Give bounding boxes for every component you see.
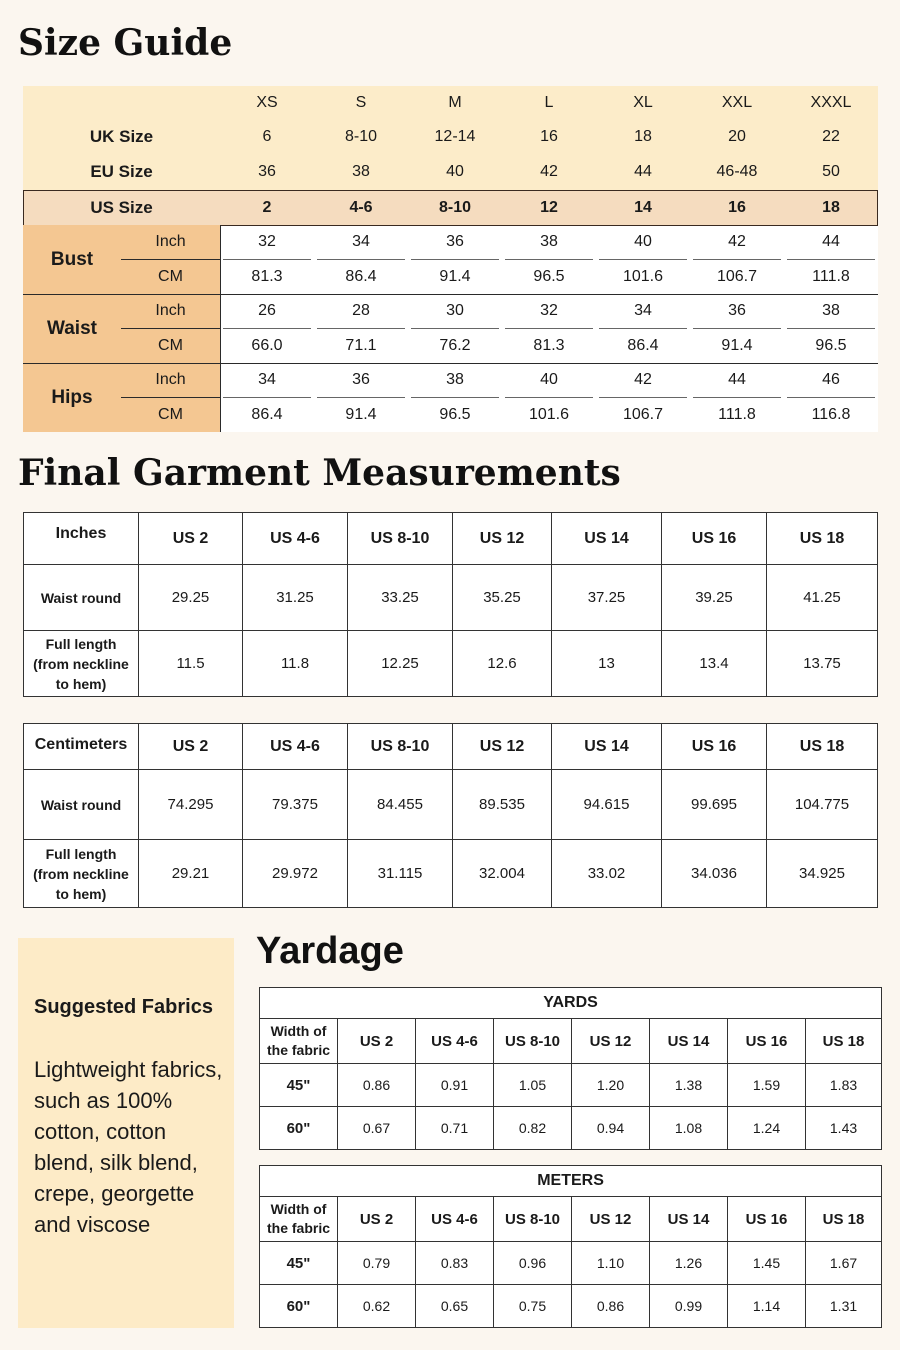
cm-value: 86.4 [251, 406, 283, 423]
measurement-value: 11.8 [243, 631, 348, 697]
cm-value: 101.6 [528, 406, 570, 423]
measurement-value: 33.02 [552, 840, 662, 908]
measurement-value: 104.775 [767, 770, 878, 840]
garment-table-inches [23, 512, 878, 697]
measurement-value: 33.25 [348, 565, 453, 631]
cm-value: 71.1 [345, 337, 377, 354]
yardage-value: 0.67 [338, 1107, 416, 1150]
yardage-value: 0.83 [416, 1242, 494, 1285]
unit-inch-label: Inch [155, 302, 186, 319]
yardage-value: 0.79 [338, 1242, 416, 1285]
yardage-value: 1.14 [728, 1285, 806, 1328]
measurement-value: 34.036 [662, 840, 767, 908]
uk-size-value: 6 [262, 128, 272, 145]
value-row-divider [317, 259, 405, 260]
cm-value: 86.4 [627, 337, 659, 354]
measurement-label: Waist round [24, 565, 139, 631]
us-size-value: 12 [540, 199, 558, 216]
label-column-divider [220, 225, 221, 432]
yardage-value: 0.99 [650, 1285, 728, 1328]
unit-header: Centimeters [24, 724, 139, 770]
inch-value: 38 [822, 302, 840, 319]
size-column-header: US 2 [338, 1197, 416, 1242]
measurement-value: 37.25 [552, 565, 662, 631]
uk-size-value: 16 [540, 128, 558, 145]
value-row-divider [317, 328, 405, 329]
cm-value: 86.4 [345, 268, 377, 285]
eu-size-value: 36 [258, 163, 276, 180]
yardage-value: 1.83 [806, 1064, 882, 1107]
size-column-header: US 14 [552, 513, 662, 565]
size-column-header: US 16 [662, 513, 767, 565]
inch-value: 38 [446, 371, 464, 388]
fabric-width-label: 45" [260, 1242, 338, 1285]
size-letter: XXL [721, 94, 753, 111]
measurement-value: 84.455 [348, 770, 453, 840]
us-size-value: 18 [822, 199, 840, 216]
yardage-value: 0.91 [416, 1064, 494, 1107]
uk-size-value: 20 [728, 128, 746, 145]
us-size-label: US Size [90, 198, 153, 217]
yardage-value: 1.59 [728, 1064, 806, 1107]
measurement-value: 99.695 [662, 770, 767, 840]
size-column-header: US 2 [338, 1019, 416, 1064]
measurement-value: 32.004 [453, 840, 552, 908]
measurement-value: 29.972 [243, 840, 348, 908]
size-column-header: US 2 [139, 513, 243, 565]
inch-value: 42 [634, 371, 652, 388]
us-size-value: 8-10 [438, 199, 472, 216]
size-column-header: US 2 [139, 724, 243, 770]
eu-size-label: EU Size [90, 162, 153, 181]
measurement-value: 89.535 [453, 770, 552, 840]
us-size-value: 14 [634, 199, 652, 216]
uk-size-value: 18 [634, 128, 652, 145]
size-column-header: US 12 [453, 724, 552, 770]
inch-value: 42 [728, 233, 746, 250]
inch-value: 40 [540, 371, 558, 388]
inch-value: 34 [258, 371, 276, 388]
cm-value: 101.6 [622, 268, 664, 285]
measure-label: Bust [50, 248, 94, 270]
measurement-value: 31.115 [348, 840, 453, 908]
yardage-value: 1.67 [806, 1242, 882, 1285]
inch-value: 26 [258, 302, 276, 319]
suggested-fabrics-box [18, 938, 234, 1328]
size-column-header: US 18 [767, 724, 878, 770]
cm-value: 66.0 [251, 337, 283, 354]
unit-inch-label: Inch [155, 233, 186, 250]
size-guide-title: Size Guide [18, 22, 233, 64]
size-letter: S [355, 94, 367, 111]
unit-header: Inches [24, 513, 139, 565]
inch-value: 44 [822, 233, 840, 250]
unit-inch-label: Inch [155, 371, 186, 388]
unit-cm-label: CM [158, 337, 183, 354]
unit-separator [121, 328, 220, 329]
cm-value: 106.7 [622, 406, 664, 423]
unit-separator [121, 259, 220, 260]
cm-value: 111.8 [812, 268, 850, 285]
yardage-value: 0.86 [572, 1285, 650, 1328]
size-column-header: US 18 [806, 1019, 882, 1064]
yardage-value: 0.71 [416, 1107, 494, 1150]
value-row-divider [505, 397, 593, 398]
measurement-value: 29.25 [139, 565, 243, 631]
eu-size-value: 44 [634, 163, 652, 180]
measurement-value: 13.75 [767, 631, 878, 697]
cm-value: 91.4 [721, 337, 753, 354]
eu-size-value: 38 [352, 163, 370, 180]
measurement-value: 11.5 [139, 631, 243, 697]
uk-size-value: 8-10 [344, 128, 378, 145]
cm-value: 96.5 [815, 337, 847, 354]
value-row-divider [693, 259, 781, 260]
measurement-value: 13.4 [662, 631, 767, 697]
inch-value: 28 [352, 302, 370, 319]
yardage-value: 0.65 [416, 1285, 494, 1328]
group-divider [23, 363, 878, 364]
measurement-value: 39.25 [662, 565, 767, 631]
size-column-header: US 14 [552, 724, 662, 770]
fabric-width-label: 60" [260, 1107, 338, 1150]
measurement-label: Full length (from neckline to hem) [24, 631, 139, 697]
value-row-divider [505, 259, 593, 260]
fabric-width-label: 45" [260, 1064, 338, 1107]
uk-size-value: 12-14 [434, 128, 476, 145]
uk-size-label: UK Size [89, 127, 154, 146]
yardage-unit-caption: METERS [260, 1166, 882, 1197]
yardage-value: 0.96 [494, 1242, 572, 1285]
inch-value: 32 [540, 302, 558, 319]
value-row-divider [223, 328, 311, 329]
yardage-value: 1.05 [494, 1064, 572, 1107]
inch-value: 34 [634, 302, 652, 319]
yardage-value: 1.43 [806, 1107, 882, 1150]
eu-size-value: 42 [540, 163, 558, 180]
cm-value: 96.5 [439, 406, 471, 423]
size-letter: M [448, 94, 462, 111]
inch-value: 46 [822, 371, 840, 388]
size-column-header: US 8-10 [348, 724, 453, 770]
size-column-header: US 18 [767, 513, 878, 565]
inch-value: 36 [352, 371, 370, 388]
cm-value: 111.8 [718, 406, 756, 423]
measurement-label: Waist round [24, 770, 139, 840]
inch-value: 36 [446, 233, 464, 250]
unit-cm-label: CM [158, 268, 183, 285]
unit-cm-label: CM [158, 406, 183, 423]
yardage-table-meters [259, 1165, 882, 1328]
inch-value: 34 [352, 233, 370, 250]
yardage-value: 1.26 [650, 1242, 728, 1285]
cm-value: 76.2 [439, 337, 471, 354]
measurement-value: 12.25 [348, 631, 453, 697]
size-column-header: US 16 [662, 724, 767, 770]
width-of-fabric-label: Width of the fabric [260, 1197, 338, 1242]
size-letter: L [544, 94, 554, 111]
value-row-divider [411, 397, 499, 398]
yardage-value: 0.62 [338, 1285, 416, 1328]
eu-size-value: 40 [446, 163, 464, 180]
yardage-value: 0.94 [572, 1107, 650, 1150]
measurement-value: 35.25 [453, 565, 552, 631]
garment-measurements-title: Final Garment Measurements [18, 452, 621, 494]
inch-value: 36 [728, 302, 746, 319]
value-row-divider [787, 397, 875, 398]
yardage-value: 1.10 [572, 1242, 650, 1285]
inch-value: 32 [258, 233, 276, 250]
yardage-value: 1.45 [728, 1242, 806, 1285]
cm-value: 91.4 [439, 268, 471, 285]
size-letter: XXXL [810, 94, 852, 111]
size-column-header: US 12 [453, 513, 552, 565]
group-divider [23, 294, 878, 295]
value-row-divider [223, 397, 311, 398]
size-column-header: US 18 [806, 1197, 882, 1242]
yardage-unit-caption: YARDS [260, 988, 882, 1019]
yardage-value: 1.31 [806, 1285, 882, 1328]
size-letter: XS [256, 94, 278, 111]
yardage-value: 1.38 [650, 1064, 728, 1107]
size-column-header: US 8-10 [494, 1019, 572, 1064]
fabric-width-label: 60" [260, 1285, 338, 1328]
us-size-value: 2 [262, 199, 272, 216]
eu-size-value: 46-48 [716, 163, 758, 180]
cm-value: 116.8 [811, 406, 851, 423]
size-letter: XL [633, 94, 653, 111]
measurement-value: 34.925 [767, 840, 878, 908]
value-row-divider [411, 328, 499, 329]
inch-value: 44 [728, 371, 746, 388]
cm-value: 106.7 [716, 268, 758, 285]
cm-value: 96.5 [533, 268, 565, 285]
value-row-divider [599, 259, 687, 260]
us-size-value: 4-6 [349, 199, 373, 216]
yardage-value: 0.75 [494, 1285, 572, 1328]
cm-value: 81.3 [533, 337, 565, 354]
value-row-divider [693, 397, 781, 398]
measurement-value: 29.21 [139, 840, 243, 908]
size-guide-table [23, 86, 878, 432]
eu-size-value: 50 [822, 163, 840, 180]
garment-table-centimeters [23, 723, 878, 908]
size-column-header: US 4-6 [416, 1019, 494, 1064]
size-column-header: US 14 [650, 1019, 728, 1064]
measurement-value: 41.25 [767, 565, 878, 631]
value-row-divider [223, 259, 311, 260]
value-row-divider [693, 328, 781, 329]
size-column-header: US 12 [572, 1197, 650, 1242]
suggested-fabrics-title: Suggested Fabrics [34, 996, 213, 1018]
measurement-value: 31.25 [243, 565, 348, 631]
yardage-value: 1.20 [572, 1064, 650, 1107]
measurement-label: Full length (from neckline to hem) [24, 840, 139, 908]
value-row-divider [599, 328, 687, 329]
unit-separator [121, 397, 220, 398]
yardage-table-yards [259, 987, 882, 1150]
cm-value: 81.3 [251, 268, 283, 285]
size-column-header: US 16 [728, 1197, 806, 1242]
size-column-header: US 12 [572, 1019, 650, 1064]
inch-value: 30 [446, 302, 464, 319]
size-column-header: US 4-6 [243, 513, 348, 565]
yardage-value: 0.82 [494, 1107, 572, 1150]
measure-label: Waist [47, 317, 97, 339]
width-of-fabric-label: Width of the fabric [260, 1019, 338, 1064]
measurement-value: 79.375 [243, 770, 348, 840]
measurement-value: 12.6 [453, 631, 552, 697]
size-column-header: US 14 [650, 1197, 728, 1242]
suggested-fabrics-text: Lightweight fabrics, such as 100% cotton, cotton blend, silk blend, crepe, georgette and viscose [34, 1057, 223, 1237]
size-column-header: US 8-10 [348, 513, 453, 565]
measurement-value: 74.295 [139, 770, 243, 840]
uk-size-value: 22 [822, 128, 840, 145]
measure-label: Hips [51, 386, 93, 408]
yardage-value: 0.86 [338, 1064, 416, 1107]
size-column-header: US 16 [728, 1019, 806, 1064]
size-column-header: US 4-6 [416, 1197, 494, 1242]
yardage-value: 1.08 [650, 1107, 728, 1150]
value-row-divider [787, 328, 875, 329]
value-row-divider [787, 259, 875, 260]
value-row-divider [505, 328, 593, 329]
value-row-divider [317, 397, 405, 398]
value-row-divider [599, 397, 687, 398]
size-column-header: US 8-10 [494, 1197, 572, 1242]
size-column-header: US 4-6 [243, 724, 348, 770]
yardage-value: 1.24 [728, 1107, 806, 1150]
measurement-value: 13 [552, 631, 662, 697]
value-row-divider [411, 259, 499, 260]
inch-value: 38 [540, 233, 558, 250]
measurement-value: 94.615 [552, 770, 662, 840]
yardage-title: Yardage [256, 930, 404, 972]
us-size-value: 16 [728, 199, 746, 216]
inch-value: 40 [634, 233, 652, 250]
cm-value: 91.4 [345, 406, 377, 423]
